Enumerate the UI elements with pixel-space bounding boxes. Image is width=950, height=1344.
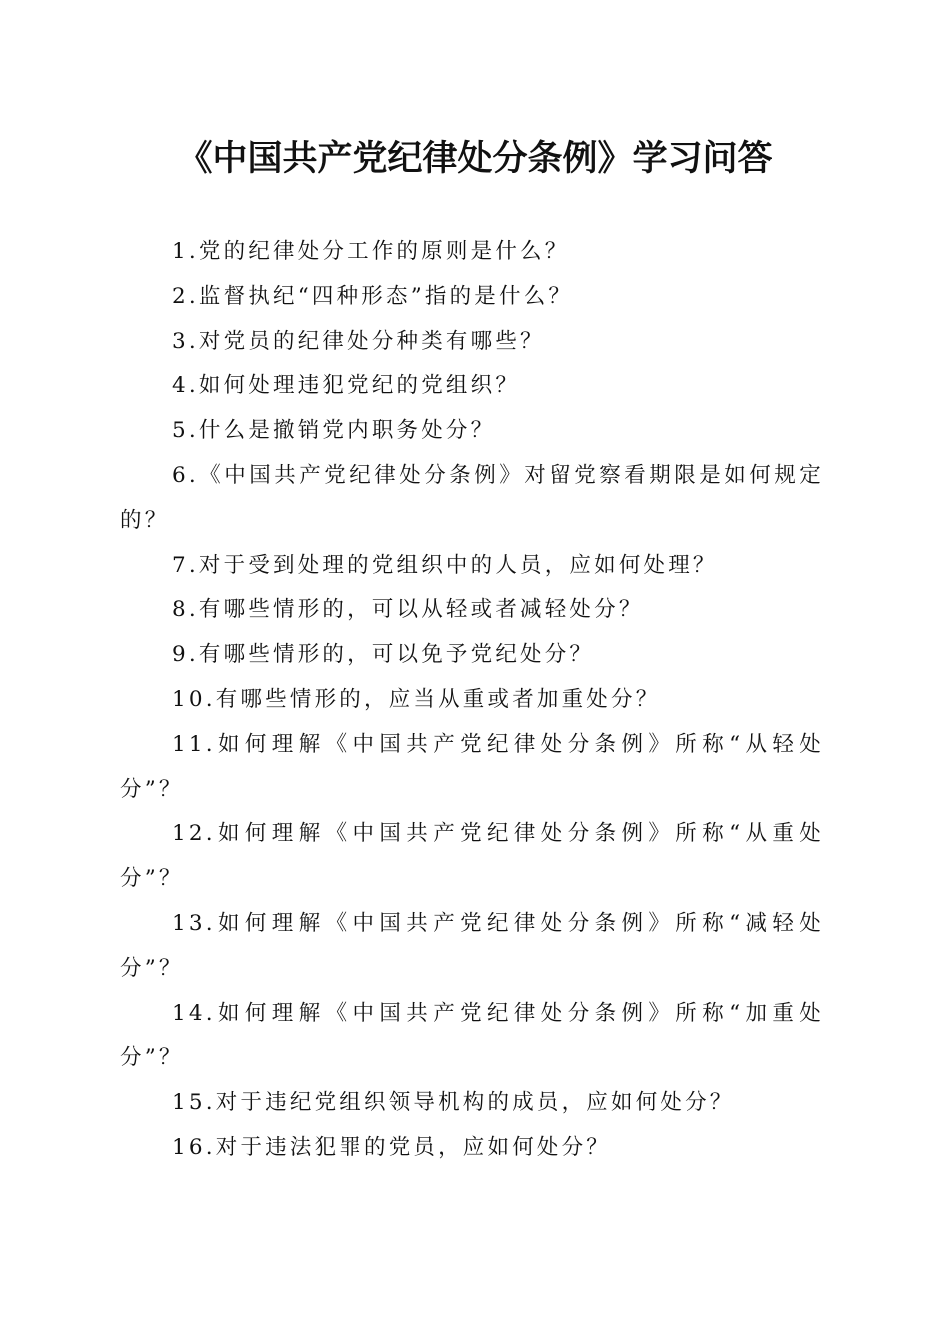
question-item: 3.对党员的纪律处分种类有哪些？ xyxy=(172,328,545,354)
question-item: 15.对于违纪党组织领导机构的成员，应如何处分？ xyxy=(172,1090,735,1116)
question-item: 10.有哪些情形的，应当从重或者加重处分？ xyxy=(172,686,661,712)
question-item: 11.如何理解《中国共产党纪律处分条例》所称“从轻处分”？ xyxy=(120,731,824,802)
question-item: 6.《中国共产党纪律处分条例》对留党察看期限是如何规定的？ xyxy=(120,462,824,533)
question-item: 8.有哪些情形的，可以从轻或者减轻处分？ xyxy=(172,597,644,623)
document-title: 《中国共产党纪律处分条例》学习问答 xyxy=(177,138,773,179)
question-item: 9.有哪些情形的，可以免予党纪处分？ xyxy=(172,642,595,668)
question-item: 5.什么是撤销党内职务处分？ xyxy=(172,418,496,444)
question-item: 7.对于受到处理的党组织中的人员，应如何处理？ xyxy=(172,552,718,578)
question-item: 1.党的纪律处分工作的原则是什么？ xyxy=(172,239,570,264)
question-item: 14.如何理解《中国共产党纪律处分条例》所称“加重处分”？ xyxy=(120,1000,824,1071)
question-item: 12.如何理解《中国共产党纪律处分条例》所称“从重处分”？ xyxy=(120,821,824,892)
question-item: 13.如何理解《中国共产党纪律处分条例》所称“减轻处分”？ xyxy=(120,910,824,981)
question-list xyxy=(120,230,824,1171)
question-item: 2.监督执纪“四种形态”指的是什么？ xyxy=(172,283,574,309)
question-item: 16.对于违法犯罪的党员，应如何处分？ xyxy=(172,1134,611,1160)
question-item: 4.如何处理违犯党纪的党组织？ xyxy=(172,373,521,399)
